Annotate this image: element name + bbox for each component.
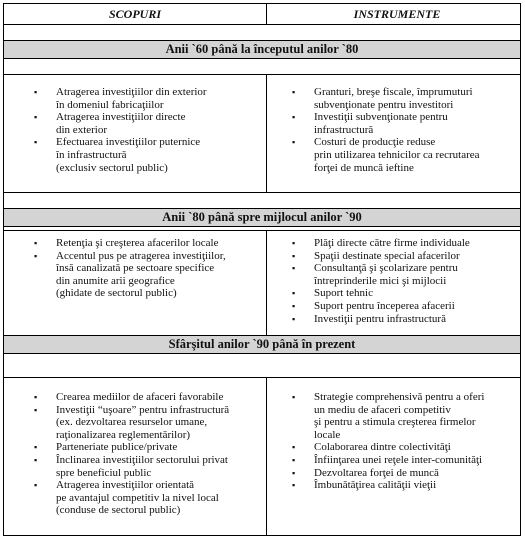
list-item: [34, 86, 262, 111]
item-text: Parteneriate publice/private: [56, 441, 178, 454]
bullet-icon: ▪: [34, 238, 38, 248]
bullet-icon: ▪: [292, 442, 296, 453]
item-text: Investiţii subvenţionate pentru infrastructură: [314, 111, 448, 136]
list-item: [292, 300, 518, 313]
list-item: [34, 441, 262, 454]
list-item: [34, 136, 262, 174]
bullet-icon: ▪: [292, 467, 296, 478]
row-rule: [4, 377, 520, 378]
list-item: [34, 454, 262, 479]
item-text: Plăţi directe către firme individuale: [314, 237, 470, 249]
list-item: [292, 86, 518, 111]
bullet-icon: ▪: [34, 250, 38, 261]
bullet-icon: ▪: [292, 454, 296, 465]
list-item: [292, 313, 518, 326]
row-rule: [4, 230, 520, 231]
bullet-icon: ▪: [292, 238, 296, 248]
list-item: [292, 136, 518, 174]
bullet-icon: ▪: [34, 112, 38, 123]
scopuri-list: [34, 86, 262, 174]
list-item: [292, 262, 518, 287]
bullet-icon: ▪: [34, 404, 38, 415]
column-divider: [266, 377, 267, 535]
column-divider: [266, 74, 267, 192]
bullet-icon: ▪: [292, 313, 296, 324]
scopuri-list: [34, 237, 262, 300]
header-scopuri: SCOPURI: [108, 7, 161, 21]
bullet-icon: ▪: [34, 392, 38, 402]
period-title: Anii `60 până la începutul anilor `80: [165, 42, 359, 56]
item-text: Atragerea investiţiilor directe din exterior: [56, 111, 186, 136]
header-rule: [4, 24, 520, 25]
list-item: [34, 111, 262, 136]
list-item: [292, 287, 518, 300]
list-item: [292, 391, 518, 441]
bullet-icon: ▪: [292, 288, 296, 299]
instrumente-list: [292, 86, 518, 174]
item-text: Retenţia şi creşterea afacerilor locale: [56, 237, 219, 249]
list-item: [292, 237, 518, 250]
bullet-icon: ▪: [292, 300, 296, 311]
item-text: Atragerea investiţiilor din exterior în domeniul fabricaţiilor: [56, 86, 207, 111]
scopuri-list: [34, 391, 262, 517]
bullet-icon: ▪: [292, 250, 296, 261]
item-text: Suport pentru începerea afacerii: [314, 299, 455, 312]
column-divider: [266, 230, 267, 348]
list-item: [34, 479, 262, 517]
item-text: Colaborarea dintre colectivităţi: [314, 441, 451, 454]
item-text: Atragerea investiţiilor orientată pe avantajul competitiv la nivel local (conduse de sectorul public): [56, 479, 219, 517]
list-item: [34, 404, 262, 442]
strategy-table: [3, 3, 521, 536]
list-item: [292, 467, 518, 480]
bullet-icon: ▪: [34, 87, 38, 97]
bullet-icon: ▪: [292, 87, 296, 97]
row-rule: [4, 192, 520, 193]
list-item: [292, 454, 518, 467]
item-text: Suport tehnic: [314, 287, 373, 300]
bullet-icon: ▪: [292, 263, 296, 274]
bullet-icon: ▪: [292, 480, 296, 491]
list-item: [292, 479, 518, 492]
item-text: Investiţii “uşoare” pentru infrastructură (ex. dezvoltarea resurselor umane, raţionalizarea reglementărilor): [56, 403, 230, 441]
period-title: Anii `80 până spre mijlocul anilor `90: [162, 210, 362, 224]
list-item: [34, 391, 262, 404]
item-text: Consultanţă şi şcolarizare pentru întreprinderile mici şi mijlocii: [314, 262, 458, 287]
header-instrumente: INSTRUMENTE: [353, 7, 441, 21]
list-item: [292, 441, 518, 454]
bullet-icon: ▪: [292, 137, 296, 148]
item-text: Efectuarea investiţiilor puternice în infrastructură (exclusiv sectorul public): [56, 136, 201, 174]
item-text: Dezvoltarea forţei de muncă: [314, 466, 439, 479]
bullet-icon: ▪: [34, 137, 38, 148]
item-text: Îmbunătăţirea calităţii vieţii: [314, 479, 437, 492]
item-text: Înclinarea investiţiilor sectorului privat spre beneficiul public: [56, 453, 228, 479]
item-text: Costuri de producţie reduse prin utilizarea tehnicilor ca recrutarea forţei de muncă ieftine: [314, 136, 480, 174]
bullet-icon: ▪: [34, 480, 38, 491]
bullet-icon: ▪: [34, 442, 38, 453]
instrumente-list: [292, 237, 518, 325]
item-text: Crearea mediilor de afaceri favorabile: [56, 391, 224, 403]
row-rule: [4, 74, 520, 75]
list-item: [34, 237, 262, 250]
item-text: Spaţii destinate special afacerilor: [314, 249, 460, 262]
item-text: Accentul pus pe atragerea investiţiilor, însă canalizată pe sectoare specifice din anumite arii geografice (ghidate de sectorul public): [56, 249, 226, 300]
bullet-icon: ▪: [34, 454, 38, 465]
item-text: Strategie comprehensivă pentru a oferi un mediu de afaceri competitiv şi pentru a stimula creşterea firmelor locale: [314, 391, 485, 441]
item-text: Investiţii pentru infrastructură: [314, 312, 446, 325]
item-text: Înfiinţarea unei reţele inter-comunităţi: [314, 453, 483, 466]
list-item: [292, 111, 518, 136]
header-divider: [266, 4, 267, 25]
instrumente-list: [292, 391, 518, 492]
bullet-icon: ▪: [292, 112, 296, 123]
item-text: Granturi, breşe fiscale, împrumuturi subvenţionate pentru investitori: [314, 86, 473, 111]
list-item: [292, 250, 518, 263]
period-title: Sfârşitul anilor `90 până în prezent: [168, 337, 356, 351]
list-item: [34, 250, 262, 300]
bullet-icon: ▪: [292, 392, 296, 402]
